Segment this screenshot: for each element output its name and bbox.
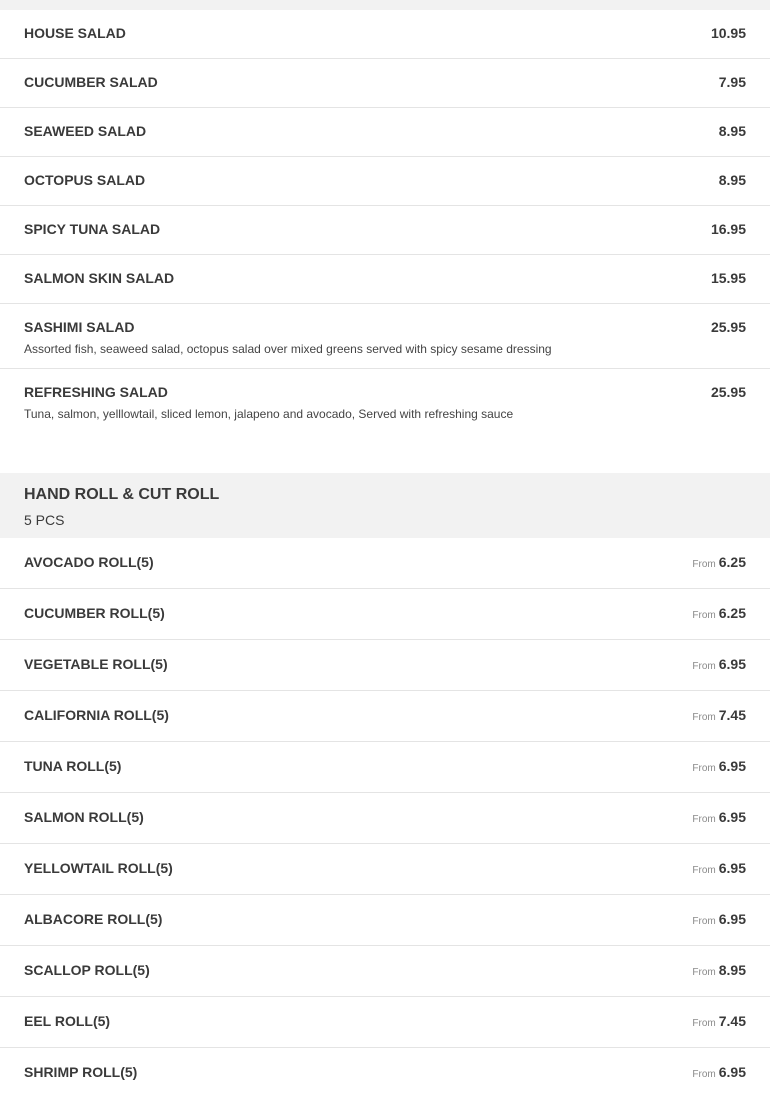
item-name: SEAWEED SALAD (24, 123, 147, 139)
price-value: 6.25 (718, 554, 746, 570)
item-name: ALBACORE ROLL(5) (24, 911, 163, 927)
from-label: From (692, 865, 716, 876)
item-name: AVOCADO ROLL(5) (24, 554, 154, 570)
item-price (692, 860, 746, 876)
item-price: 7.95 (718, 74, 746, 90)
section-subtitle: 5 PCS (24, 512, 65, 528)
from-label: From (692, 1069, 716, 1080)
salad-list (0, 10, 770, 473)
from-label: From (692, 559, 716, 570)
item-description: Tuna, salmon, yelllowtail, sliced lemon, jalapeno and avocado, Served with refreshing sauce (24, 407, 514, 421)
from-label: From (692, 661, 716, 672)
menu-item-yellowtail-roll[interactable] (0, 844, 770, 895)
item-name: HOUSE SALAD (24, 25, 126, 41)
price-value: 6.95 (718, 860, 746, 876)
from-label: From (692, 763, 716, 774)
item-price (692, 707, 746, 723)
item-price (692, 809, 746, 825)
item-price (692, 962, 746, 978)
item-name: VEGETABLE ROLL(5) (24, 656, 168, 672)
from-label: From (692, 610, 716, 621)
menu-item-sashimi-salad[interactable] (0, 304, 770, 369)
from-label: From (692, 967, 716, 978)
price-value: 6.95 (718, 656, 746, 672)
item-name: REFRESHING SALAD (24, 384, 168, 400)
from-label: From (692, 712, 716, 723)
item-price: 10.95 (710, 25, 746, 41)
item-price (692, 605, 746, 621)
menu-item-albacore-roll[interactable] (0, 895, 770, 946)
menu-item-tuna-roll[interactable] (0, 742, 770, 793)
item-price: 25.95 (710, 384, 746, 400)
price-value: 6.95 (718, 1064, 746, 1080)
price-value: 6.95 (718, 758, 746, 774)
section-title: HAND ROLL & CUT ROLL (24, 486, 220, 503)
item-price (692, 758, 746, 774)
item-name: SALMON ROLL(5) (24, 809, 144, 825)
menu-item-shrimp-roll[interactable] (0, 1048, 770, 1099)
item-price: 25.95 (710, 319, 746, 335)
item-name: SHRIMP ROLL(5) (24, 1064, 138, 1080)
price-value: 6.25 (718, 605, 746, 621)
item-name: EEL ROLL(5) (24, 1013, 111, 1029)
item-price (692, 911, 746, 927)
menu-item-avocado-roll[interactable] (0, 538, 770, 589)
item-name: CUCUMBER SALAD (24, 74, 158, 90)
item-price (692, 656, 746, 672)
menu-item-seaweed-salad[interactable] (0, 108, 770, 157)
item-price (692, 1064, 746, 1080)
menu-item-house-salad[interactable] (0, 10, 770, 59)
menu-item-salmon-skin-salad[interactable] (0, 255, 770, 304)
menu-item-scallop-roll[interactable] (0, 946, 770, 997)
menu-item-salmon-roll[interactable] (0, 793, 770, 844)
section-top-strip (0, 0, 770, 10)
price-value: 7.45 (718, 707, 746, 723)
menu-item-refreshing-salad[interactable] (0, 369, 770, 473)
item-price: 16.95 (710, 221, 746, 237)
item-name: SASHIMI SALAD (24, 319, 135, 335)
from-label: From (692, 814, 716, 825)
item-price: 8.95 (718, 123, 746, 139)
item-name: CALIFORNIA ROLL(5) (24, 707, 169, 723)
item-name: CUCUMBER ROLL(5) (24, 605, 165, 621)
menu-item-eel-roll[interactable] (0, 997, 770, 1048)
menu-item-spicy-tuna-salad[interactable] (0, 206, 770, 255)
item-name: TUNA ROLL(5) (24, 758, 122, 774)
item-price (692, 1013, 746, 1029)
item-name: SCALLOP ROLL(5) (24, 962, 150, 978)
section-header-hand-roll (0, 473, 770, 538)
hand-roll-list (0, 538, 770, 1099)
menu-item-cucumber-salad[interactable] (0, 59, 770, 108)
menu-item-cucumber-roll[interactable] (0, 589, 770, 640)
from-label: From (692, 1018, 716, 1029)
item-price (692, 554, 746, 570)
item-name: SALMON SKIN SALAD (24, 270, 175, 286)
menu-item-octopus-salad[interactable] (0, 157, 770, 206)
price-value: 8.95 (718, 962, 746, 978)
price-value: 6.95 (718, 809, 746, 825)
menu-item-california-roll[interactable] (0, 691, 770, 742)
price-value: 6.95 (718, 911, 746, 927)
price-value: 7.45 (718, 1013, 746, 1029)
item-price: 15.95 (710, 270, 746, 286)
item-name: YELLOWTAIL ROLL(5) (24, 860, 173, 876)
from-label: From (692, 916, 716, 927)
item-name: OCTOPUS SALAD (24, 172, 146, 188)
item-name: SPICY TUNA SALAD (24, 221, 161, 237)
item-description: Assorted fish, seaweed salad, octopus salad over mixed greens served with spicy sesame dressing (24, 342, 552, 356)
menu-item-vegetable-roll[interactable] (0, 640, 770, 691)
item-price: 8.95 (718, 172, 746, 188)
